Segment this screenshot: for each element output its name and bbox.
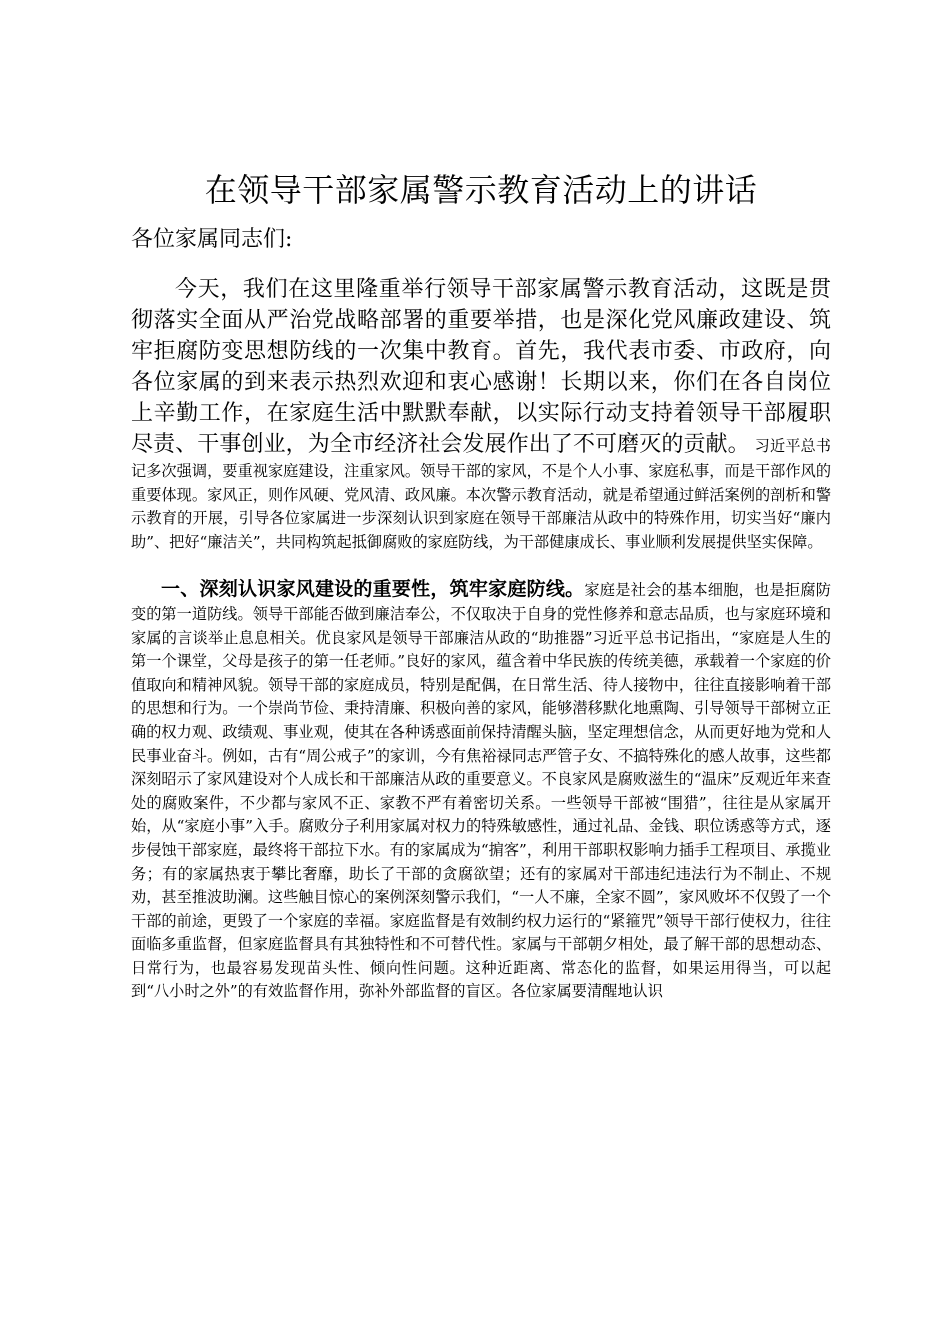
section1-heading-punct: 。 bbox=[565, 578, 585, 601]
section1-paragraph bbox=[131, 578, 831, 1004]
document-page bbox=[131, 168, 831, 1004]
intro-small-text: 习近平总书记多次强调，要重视家庭建设，注重家风。领导干部的家风，不是个人小事、家庭私事，而是干部作风的重要体现。家风正，则作风硬、党风清、政风廉。本次警示教育活动，就是希望通过鲜活案例的剖析和警示教育的开展，引导各位家属进一步深刻认识到家庭在领导干部廉洁从政中的特殊作用，切实当好“廉内助”、把好“廉洁关”，共同构筑起抵御腐败的家庭防线，为干部健康成长、事业顺利发展提供坚实保障。 bbox=[131, 437, 831, 551]
intro-large-text: 今天，我们在这里隆重举行领导干部家属警示教育活动，这既是贯彻落实全面从严治党战略部署的重要举措，也是深化党风廉政建设、筑牢拒腐防变思想防线的一次集中教育。首先，我代表市委、市政府，向各位家属的到来表示热烈欢迎和衷心感谢！长期以来，你们在各自岗位上辛勤工作，在家庭生活中默默奉献，以实际行动支持着领导干部履职尽责、干事创业，为全市经济社会发展作出了不可磨灭的贡献。 bbox=[131, 277, 831, 457]
document-title: 在领导干部家属警示教育活动上的讲话 bbox=[204, 171, 758, 209]
section1-body: 家庭是社会的基本细胞，也是拒腐防变的第一道防线。领导干部能否做到廉洁奉公，不仅取决于自身的党性修养和意志品质，也与家庭环境和家属的言谈举止息息相关。优良家风是领导干部廉洁从政的“助推器”习近平总书记指出，“家庭是人生的第一个课堂，父母是孩子的第一任老师。”良好的家风，蕴含着中华民族的传统美德，承载着一个家庭的价值取向和精神风貌。领导干部的家庭成员，特别是配偶，在日常生活、待人接物中，往往直接影响着干部的思想和行为。一个崇尚节俭、秉持清廉、积极向善的家风，能够潜移默化地熏陶、引导领导干部树立正确的权力观、政绩观、事业观，使其在各种诱惑面前保持清醒头脑，坚定理想信念，从而更好地为党和人民事业奋斗。例如，古有“周公戒子”的家训，今有焦裕禄同志严管子女、不搞特殊化的感人故事，这些都深刻昭示了家风建设对个人成长和干部廉洁从政的重要意义。不良家风是腐败滋生的“温床”反观近年来查处的腐败案件，不少都与家风不正、家教不严有着密切关系。一些领导干部被“围猎”，往往是从家属开始，从“家庭小事”入手。腐败分子利用家属对权力的特殊敏感性，通过礼品、金钱、职位诱惑等方式，逐步侵蚀干部家庭，最终将干部拉下水。有的家属成为“掮客”，利用干部职权影响力插手工程项目、承揽业务；有的家属热衷于攀比奢靡，助长了干部的贪腐欲望；还有的家属对干部违纪违法行为不制止、不规劝，甚至推波助澜。这些触目惊心的案例深刻警示我们，“一人不廉，全家不圆”，家风败坏不仅毁了一个干部的前途，更毁了一个家庭的幸福。家庭监督是有效制约权力运行的“紧箍咒”领导干部行使权力，往往面临多重监督，但家庭监督具有其独特性和不可替代性。家属与干部朝夕相处，最了解干部的思想动态、日常行为，也最容易发现苗头性、倾向性问题。这种近距离、常态化的监督，如果运用得当，可以起到“八小时之外”的有效监督作用，弥补外部监督的盲区。各位家属要清醒地认识 bbox=[131, 581, 831, 1001]
salutation: 各位家属同志们: bbox=[131, 227, 293, 252]
intro-paragraph bbox=[131, 274, 831, 554]
section1-heading: 一、深刻认识家风建设的重要性，筑牢家庭防线 bbox=[161, 578, 566, 601]
